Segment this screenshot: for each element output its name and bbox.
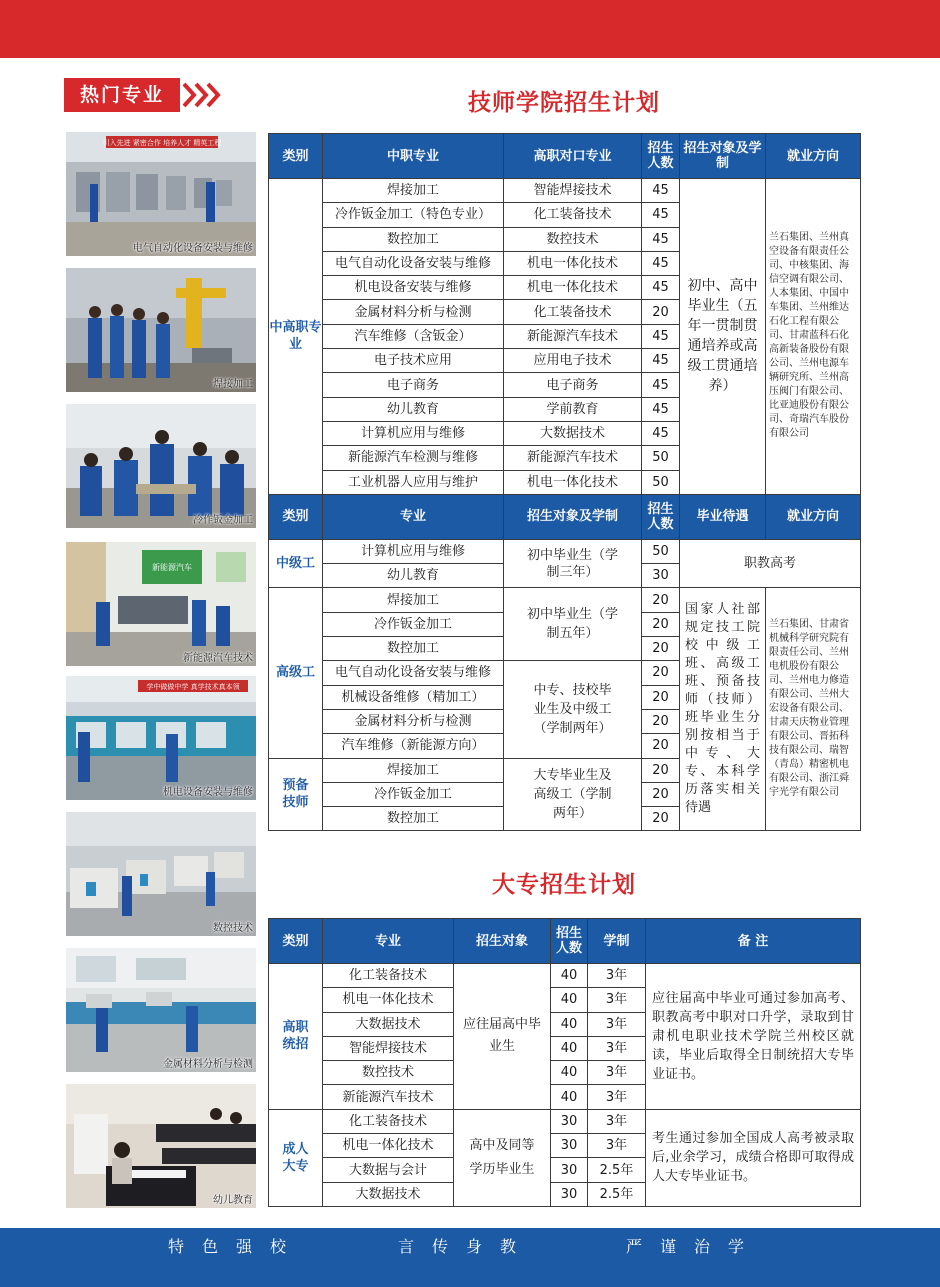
table-row [269,539,861,563]
target-cell: 高中及同等学历毕业生 [454,1109,551,1206]
photo-electromechanical [66,676,256,800]
header-category: 类别 [269,919,323,964]
photo-electrical-automation [66,132,256,256]
major-cell: 工业机器人应用与维护 [323,470,504,494]
quota-cell: 40 [551,1061,588,1085]
target-cell: 应往届高中毕业生 [454,964,551,1110]
workshop-photo-3 [66,404,256,528]
target-cell: 初中毕业生（学制三年） [504,539,642,588]
major-cell: 冷作钣金加工 [323,782,504,806]
photo-caption: 金属材料分析与检测 [163,1059,253,1070]
photo-metal-materials [66,948,256,1072]
table-row [269,588,861,612]
major-cell: 焊接加工 [323,588,504,612]
header-quota: 招生人数 [642,494,680,539]
header-quota: 招生人数 [551,919,588,964]
quota-cell: 20 [642,782,680,806]
quota-cell: 45 [642,373,680,397]
major-cell: 大数据技术 [323,1012,454,1036]
quota-cell: 50 [642,539,680,563]
duration-cell: 3年 [588,1109,646,1133]
quota-cell: 20 [642,734,680,758]
quota-cell: 40 [551,1036,588,1060]
target-cell: 初中毕业生（学制五年） [504,588,642,661]
photo-cnc [66,812,256,936]
major-cell: 化工装备技术 [504,203,642,227]
quota-cell: 45 [642,397,680,421]
photo-preschool-education [66,1084,256,1208]
hot-majors-badge [64,78,224,112]
slogan-1: 特色强校 [168,1237,305,1256]
workshop-photo-5 [66,676,256,800]
quota-cell: 45 [642,251,680,275]
major-cell: 机电一体化技术 [504,276,642,300]
table-row [269,964,861,988]
duration-cell: 3年 [588,1012,646,1036]
header-category: 类别 [269,494,323,539]
benefit-cell: 职教高考 [680,539,861,588]
major-cell: 化工装备技术 [323,1109,454,1133]
major-cell: 计算机应用与维修 [323,539,504,563]
quota-cell: 20 [642,661,680,685]
major-cell: 数控加工 [323,637,504,661]
target-cell: 中专、技校毕业生及中级工（学制两年） [504,661,642,758]
photo-welding [66,268,256,392]
banner-text: 引入先进 紧密合作 培养人才 精英工程 [102,139,222,147]
table-subheader [269,494,861,539]
quota-cell: 20 [642,637,680,661]
workshop-photo-7 [66,948,256,1072]
major-cell: 幼儿教育 [323,564,504,588]
category-cell: 成人大专 [269,1109,323,1206]
header-category: 类别 [269,134,323,179]
photo-caption: 新能源汽车技术 [183,653,253,664]
major-cell: 智能焊接技术 [323,1036,454,1060]
duration-cell: 3年 [588,1036,646,1060]
technician-plan-table [268,133,861,831]
photo-caption: 冷作钣金加工 [193,515,253,526]
major-cell: 应用电子技术 [504,349,642,373]
slogan-3: 严谨治学 [626,1237,763,1256]
quota-cell: 45 [642,276,680,300]
quota-cell: 45 [642,349,680,373]
major-cell: 数控加工 [323,807,504,831]
table-row [269,1109,861,1133]
category-cell: 高职统招 [269,964,323,1110]
major-cell: 金属材料分析与检测 [323,300,504,324]
header-benefit: 毕业待遇 [680,494,766,539]
duration-cell: 3年 [588,1134,646,1158]
college-plan-title: 大专招生计划 [492,872,636,898]
quota-cell: 50 [642,470,680,494]
quota-cell: 45 [642,227,680,251]
major-cell: 智能焊接技术 [504,179,642,203]
duration-cell: 2.5年 [588,1158,646,1182]
major-cell: 新能源汽车检测与维修 [323,446,504,470]
major-cell: 机电一体化技术 [323,1134,454,1158]
quota-cell: 30 [551,1134,588,1158]
major-cell: 新能源汽车技术 [504,446,642,470]
workshop-photo-6 [66,812,256,936]
major-cell: 焊接加工 [323,179,504,203]
major-cell: 化工装备技术 [504,300,642,324]
quota-cell: 20 [642,300,680,324]
banner-text: 学中做做中学 真学技术真本领 [146,683,240,691]
header-employment: 就业方向 [766,494,861,539]
quota-cell: 20 [642,588,680,612]
workshop-photo-2 [66,268,256,392]
photo-new-energy-auto [66,542,256,666]
hot-majors-label: 热门专业 [64,78,180,112]
major-cell: 大数据与会计 [323,1158,454,1182]
quota-cell: 50 [642,446,680,470]
quota-cell: 20 [642,709,680,733]
major-cell: 电子商务 [323,373,504,397]
table-header [269,134,861,179]
header-employment: 就业方向 [766,134,861,179]
duration-cell: 3年 [588,1061,646,1085]
quota-cell: 30 [551,1182,588,1206]
quota-cell: 20 [642,685,680,709]
table-header [269,919,861,964]
major-cell: 机电一体化技术 [504,251,642,275]
major-cell: 学前教育 [504,397,642,421]
duration-cell: 3年 [588,964,646,988]
quota-cell: 45 [642,421,680,445]
slogan-2: 言传身教 [398,1237,535,1256]
major-cell: 幼儿教育 [323,397,504,421]
photo-caption: 机电设备安装与维修 [163,787,253,798]
quota-cell: 20 [642,807,680,831]
duration-cell: 3年 [588,988,646,1012]
major-cell: 大数据技术 [504,421,642,445]
photo-caption: 焊接加工 [213,379,253,390]
major-cell: 机电一体化技术 [504,470,642,494]
footer-slogans [0,1228,940,1287]
employment-cell: 兰石集团、兰州真空设备有限责任公司、中核集团、海信空调有限公司、人本集团、中国中车集团、兰州维达石化工程有限公司、甘肃蓝科石化高新装备股份有限公司、兰州电源车辆研究所、兰州高压阀门有限公司、比亚迪股份有限公司、奇瑞汽车股份有限公司 [766,179,861,495]
workshop-photo-1 [66,132,256,256]
major-cell: 焊接加工 [323,758,504,782]
major-cell: 新能源汽车技术 [504,324,642,348]
quota-cell: 45 [642,179,680,203]
classroom-photo-8 [66,1084,256,1208]
major-cell: 电气自动化设备安装与维修 [323,251,504,275]
major-cell: 数控加工 [323,227,504,251]
major-cell: 化工装备技术 [323,964,454,988]
top-red-band [0,0,940,58]
category-cell: 中级工 [269,539,323,588]
header-major: 专业 [323,919,454,964]
header-higher-major: 高职对口专业 [504,134,642,179]
header-target: 招生对象及学制 [680,134,766,179]
photo-caption: 电气自动化设备安装与维修 [133,243,253,254]
banner-text: 新能源汽车 [152,563,192,572]
category-cell: 高级工 [269,588,323,758]
major-cell: 大数据技术 [323,1182,454,1206]
major-cell: 机电设备安装与维修 [323,276,504,300]
header-major: 专业 [323,494,504,539]
header-secondary-major: 中职专业 [323,134,504,179]
quota-cell: 20 [642,612,680,636]
target-cell: 大专毕业生及高级工（学制两年） [504,758,642,831]
category-cell: 中高职专业 [269,179,323,495]
quota-cell: 30 [551,1158,588,1182]
major-cell: 金属材料分析与检测 [323,709,504,733]
employment-cell: 兰石集团、甘肃省机械科学研究院有限责任公司、兰州电机股份有限公司、兰州电力修造有限公司、兰州大宏设备有限公司、甘肃天庆物业管理有限公司、晋拓科技有限公司、瑞智（青岛）精密机电有限公司、浙江舜宇光学有限公司 [766,588,861,831]
photo-caption: 幼儿教育 [213,1195,253,1206]
major-cell: 电子商务 [504,373,642,397]
major-cell: 机电一体化技术 [323,988,454,1012]
major-cell: 机械设备维修（精加工） [323,685,504,709]
duration-cell: 3年 [588,1085,646,1109]
major-cell: 电子技术应用 [323,349,504,373]
quota-cell: 20 [642,758,680,782]
major-cell: 电气自动化设备安装与维修 [323,661,504,685]
header-duration: 学制 [588,919,646,964]
college-plan-table [268,918,861,1207]
benefit-cell: 国家人社部规定技工院校中级工班、高级工班、预备技师（技师）班毕业生分别按相当于中专、大专、本科学历落实相关待遇 [680,588,766,831]
table-row [269,179,861,203]
quota-cell: 40 [551,988,588,1012]
technician-plan-title: 技师学院招生计划 [468,90,660,116]
chevron-arrows-icon [182,82,222,108]
header-target: 招生对象 [454,919,551,964]
major-cell: 汽车维修（含钣金） [323,324,504,348]
remark-cell: 考生通过参加全国成人高考被录取后,业余学习，成绩合格即可取得成人大专毕业证书。 [646,1109,861,1206]
major-cell: 数控技术 [504,227,642,251]
major-cell: 计算机应用与维修 [323,421,504,445]
photo-sheet-metal [66,404,256,528]
quota-cell: 45 [642,203,680,227]
major-cell: 汽车维修（新能源方向） [323,734,504,758]
quota-cell: 30 [551,1109,588,1133]
header-target: 招生对象及学制 [504,494,642,539]
target-cell: 初中、高中毕业生（五年一贯制贯通培养或高级工贯通培养） [680,179,766,495]
header-quota: 招生人数 [642,134,680,179]
major-cell: 数控技术 [323,1061,454,1085]
major-cell: 冷作钣金加工（特色专业） [323,203,504,227]
major-cell: 新能源汽车技术 [323,1085,454,1109]
quota-cell: 40 [551,1012,588,1036]
quota-cell: 45 [642,324,680,348]
category-cell: 预备技师 [269,758,323,831]
remark-cell: 应往届高中毕业可通过参加高考、职教高考中职对口升学，录取到甘肃机电职业技术学院兰州校区就读，毕业后取得全日制统招大专毕业证书。 [646,964,861,1110]
photo-caption: 数控技术 [213,923,253,934]
header-remark: 备 注 [646,919,861,964]
quota-cell: 40 [551,964,588,988]
quota-cell: 40 [551,1085,588,1109]
duration-cell: 2.5年 [588,1182,646,1206]
quota-cell: 30 [642,564,680,588]
major-cell: 冷作钣金加工 [323,612,504,636]
workshop-photo-4 [66,542,256,666]
